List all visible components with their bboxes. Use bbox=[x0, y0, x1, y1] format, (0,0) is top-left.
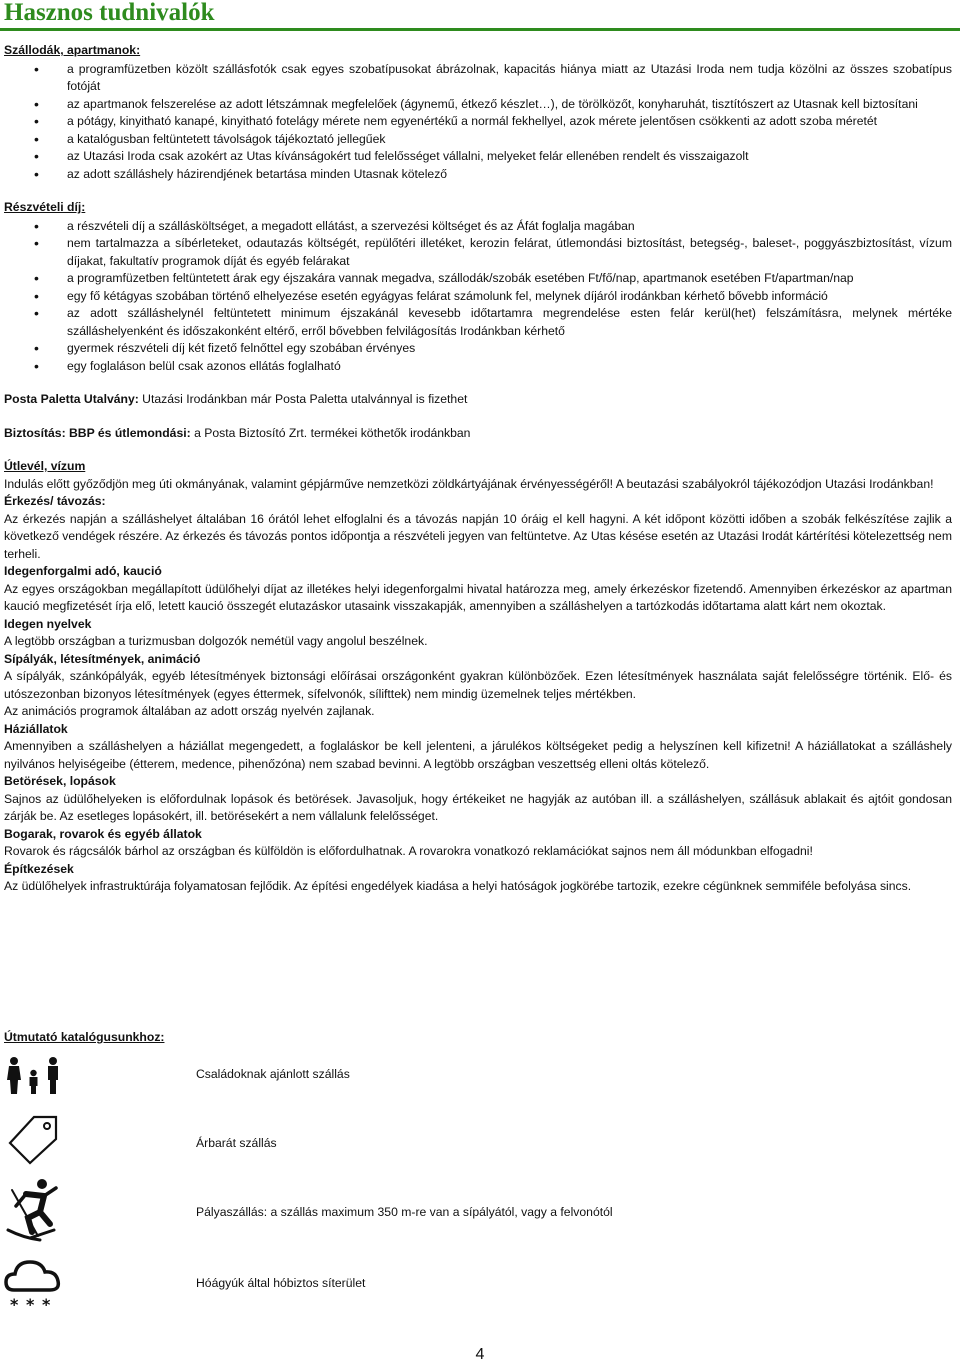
list-item: • a részvételi díj a szállásköltséget, a megadott ellátást, a szervezési költséget és az Áfát foglalja magában bbox=[4, 218, 952, 236]
info-heading-erkezes: Érkezés/ távozás: bbox=[4, 494, 106, 508]
price-tag-icon bbox=[4, 1109, 64, 1169]
section-heading-szallodak: Szállodák, apartmanok: bbox=[4, 43, 141, 57]
posta-paletta-text: Utazási Irodánkban már Posta Paletta utalvánnyal is fizethet bbox=[138, 392, 468, 406]
info-heading-bogarak: Bogarak, rovarok és egyéb állatok bbox=[4, 826, 202, 841]
list-item: • az apartmanok felszerelése az adott létszámnak megfelelőek (ágynemű, étkező készlet…), de törölközőt, konyharuhát, tisztítószert az Utasnak kell biztosítani bbox=[4, 96, 952, 114]
info-heading-sipalyak: Sípályák, létesítmények, animáció bbox=[4, 651, 201, 666]
info-text-epitkezesek: Az üdülőhelyek infrastruktúrája folyamatosan fejlődik. Az építési engedélyek kiadása a helyi hatóságok jogkörébe tartozik, ezekre cégünknek semmiféle befolyása sincs. bbox=[4, 879, 912, 893]
info-text-ifa: Az egyes országokban megállapított üdülőhelyi díjat az illetékes helyi idegenforgalmi hivatal határozza meg, amely érkezéskor fizetendő. Amennyiben érkezéskor az apartman kaució megfizetését írja elő, letett kaució összegét elutazáskor utasaink visszakapják, amennyiben a szálláshelyen a tartózkodás időtartama alatt kárt nem okoztak. bbox=[4, 581, 952, 613]
section-heading-reszveteli: Részvételi díj: bbox=[4, 200, 86, 214]
list-reszveteli bbox=[4, 218, 952, 376]
info-heading-epitkezesek: Építkezések bbox=[4, 861, 74, 876]
list-item: • a katalógusban feltüntetett távolságok tájékoztató jellegűek bbox=[4, 131, 952, 149]
page-header bbox=[0, 0, 960, 30]
info-text-betoresek: Sajnos az üdülőhelyeken is előfordulnak lopások és betörések. Javasoljuk, hogy értékeiket ne hagyják az autóban ill. a szálláshelyen, szállásuk ablakait és ajtóit gondosan zárják be. Az esetleges lopásokért, ill. betörésekért a nem vállalunk felelősséget. bbox=[4, 791, 952, 823]
list-item: • a programfüzetben feltüntetett árak egy éjszakára vannak megadva, szállodák/szobák esetében Ft/fő/nap, apartmanok esetében Ft/apartman/nap bbox=[4, 270, 952, 288]
info-text-bogarak: Rovarok és rágcsálók bárhol az országban és külföldön is előfordulhatnak. A rovarokra vonatkozó reklamációkat sajnos nem áll módunkban elfogadni! bbox=[4, 844, 813, 858]
legend-label: Hóágyúk által hóbiztos síterület bbox=[196, 1276, 366, 1290]
legend-heading: Útmutató katalógusunkhoz: bbox=[4, 1030, 165, 1044]
legend-row-family bbox=[4, 1054, 704, 1114]
info-heading-ifa: Idegenforgalmi adó, kaució bbox=[4, 564, 162, 578]
family-icon bbox=[4, 1054, 64, 1114]
info-text-erkezes: Az érkezés napján a szálláshelyet általában 16 órától lehet elfoglalni és a távozás napján 10 óráig el kell hagyni. A két időpont közötti időben a szobák felkészítése zajlik a következő vendégek részére. Az érkezés és távozás pontos időpontja a részvételi jegyen van feltüntetve. Az Utas késése esetén az Utazási Irodát kártérítési kötelezettség nem terheli. bbox=[4, 511, 952, 561]
info-text-nyelvek: A legtöbb országban a turizmusban dolgozók nemétül vagy angolul beszélnek. bbox=[4, 634, 428, 648]
legend-row-price bbox=[4, 1109, 704, 1169]
info-heading-betoresek: Betörések, lopások bbox=[4, 774, 116, 788]
biztositas-label: Biztosítás: BBP és útlemondási: bbox=[4, 425, 191, 440]
info-heading-haziallatok: Háziállatok bbox=[4, 721, 68, 736]
legend-row-skier bbox=[4, 1176, 704, 1236]
legend-row-snow bbox=[4, 1256, 704, 1316]
list-item: • a pótágy, kinyitható kanapé, kinyitható fotelágy mérete nem egyenértékű a normál fekhellyel, azok mérete jelentősen csökkenti az adott szoba méretét bbox=[4, 113, 952, 131]
info-text-sipalyak: A sípályák, szánkópályák, egyéb létesítmények biztonsági előírásai országonként gyakran különbözőek. Ezen létesítmények használata saját felelősségre történik. Elő- és utószezonban bizonyos létesítmények (egyes éttermek, sífelvonók, sílifttek) nem mindig üzemelnek teljes mértékben. bbox=[4, 669, 952, 701]
info-heading-utlevel: Útlevél, vízum bbox=[4, 459, 86, 473]
posta-paletta-line bbox=[4, 391, 952, 409]
svg-text:*: * bbox=[26, 1295, 35, 1314]
info-text-utlevel: Indulás előtt győződjön meg úti okmányának, valamint gépjárműve nemzetközi zöldkártyájának érvényességéről! A beutazási szabályokról tájékozódjon Utazási Irodánkban! bbox=[4, 476, 934, 491]
list-item: • az Utazási Iroda csak azokért az Utas kívánságokért tud felelősséget vállalni, melyeket felár ellenében rendelt és visszaigazolt bbox=[4, 148, 952, 166]
list-item: • nem tartalmazza a síbérleteket, odautazás költségét, repülőtéri illetéket, kerozin felárat, útlemondási biztosítást, betegség-, baleset-, poggyászbiztosítást, vízum díjakat, fakultatív programok díját és egyéb felárakat bbox=[4, 235, 952, 270]
legend-label: Családoknak ajánlott szállás bbox=[196, 1067, 350, 1081]
list-item: • gyermek részvételi díj két fizető felnőttel egy szobában érvényes bbox=[4, 340, 952, 358]
svg-text:*: * bbox=[10, 1295, 19, 1314]
svg-text:*: * bbox=[42, 1295, 51, 1314]
list-item: • az adott szálláshely házirendjének betartása minden Utasnak kötelező bbox=[4, 166, 952, 184]
legend-label: Pályaszállás: a szállás maximum 350 m-re van a sípályától, vagy a felvonótól bbox=[196, 1205, 613, 1219]
skier-icon bbox=[4, 1176, 64, 1236]
page-content bbox=[4, 42, 952, 896]
page-number: 4 bbox=[475, 1346, 485, 1363]
header-divider bbox=[0, 28, 960, 31]
biztositas-line bbox=[4, 425, 952, 443]
page-title: Hasznos tudnivalók bbox=[4, 0, 215, 26]
info-text-animacio: Az animációs programok általában az adott ország nyelvén zajlanak. bbox=[4, 704, 375, 718]
info-text-haziallatok: Amennyiben a szálláshelyen a háziállat megengedett, a foglaláskor be kell jelenteni, a járulékos költségeket pedig a helyszínen kell kifizetni! A háziállatokat a szálláshely nyilvános helyiségeibe (étterem, medence, pihenőzóna) nem szabad bevinni. A legtöbb országban veszettség elleni oltás kötelező. bbox=[4, 739, 952, 771]
list-item: • a programfüzetben közölt szállásfotók csak egyes szobatípusokat ábrázolnak, kapacitás hiánya miatt az Utazási Iroda nem tudja közölni az összes szobatípus fotóját bbox=[4, 61, 952, 96]
legend-label: Árbarát szállás bbox=[196, 1136, 277, 1150]
info-heading-nyelvek: Idegen nyelvek bbox=[4, 616, 92, 631]
snow-cloud-icon bbox=[4, 1256, 64, 1316]
list-item: • az adott szálláshelynél feltüntetett minimum éjszakánál kevesebb időtartamra megrendelése esten felár kerül(het) felszámításra, melynek mértéke szálláshelyenként és időszakonként eltérő, erről bővebben felvilágosítás Irodánkban kérhető bbox=[4, 305, 952, 340]
posta-paletta-label: Posta Paletta Utalvány: bbox=[4, 392, 139, 406]
list-item: • egy fő kétágyas szobában történő elhelyezése esetén egyágyas felárat számolunk fel, melynek díjáról irodánkban kérhető bővebb információ bbox=[4, 288, 952, 306]
biztositas-text: a Posta Biztosító Zrt. termékei köthetők irodánkban bbox=[190, 425, 471, 440]
list-item: • egy foglaláson belül csak azonos ellátás foglalható bbox=[4, 358, 952, 376]
list-szallodak bbox=[4, 61, 952, 184]
